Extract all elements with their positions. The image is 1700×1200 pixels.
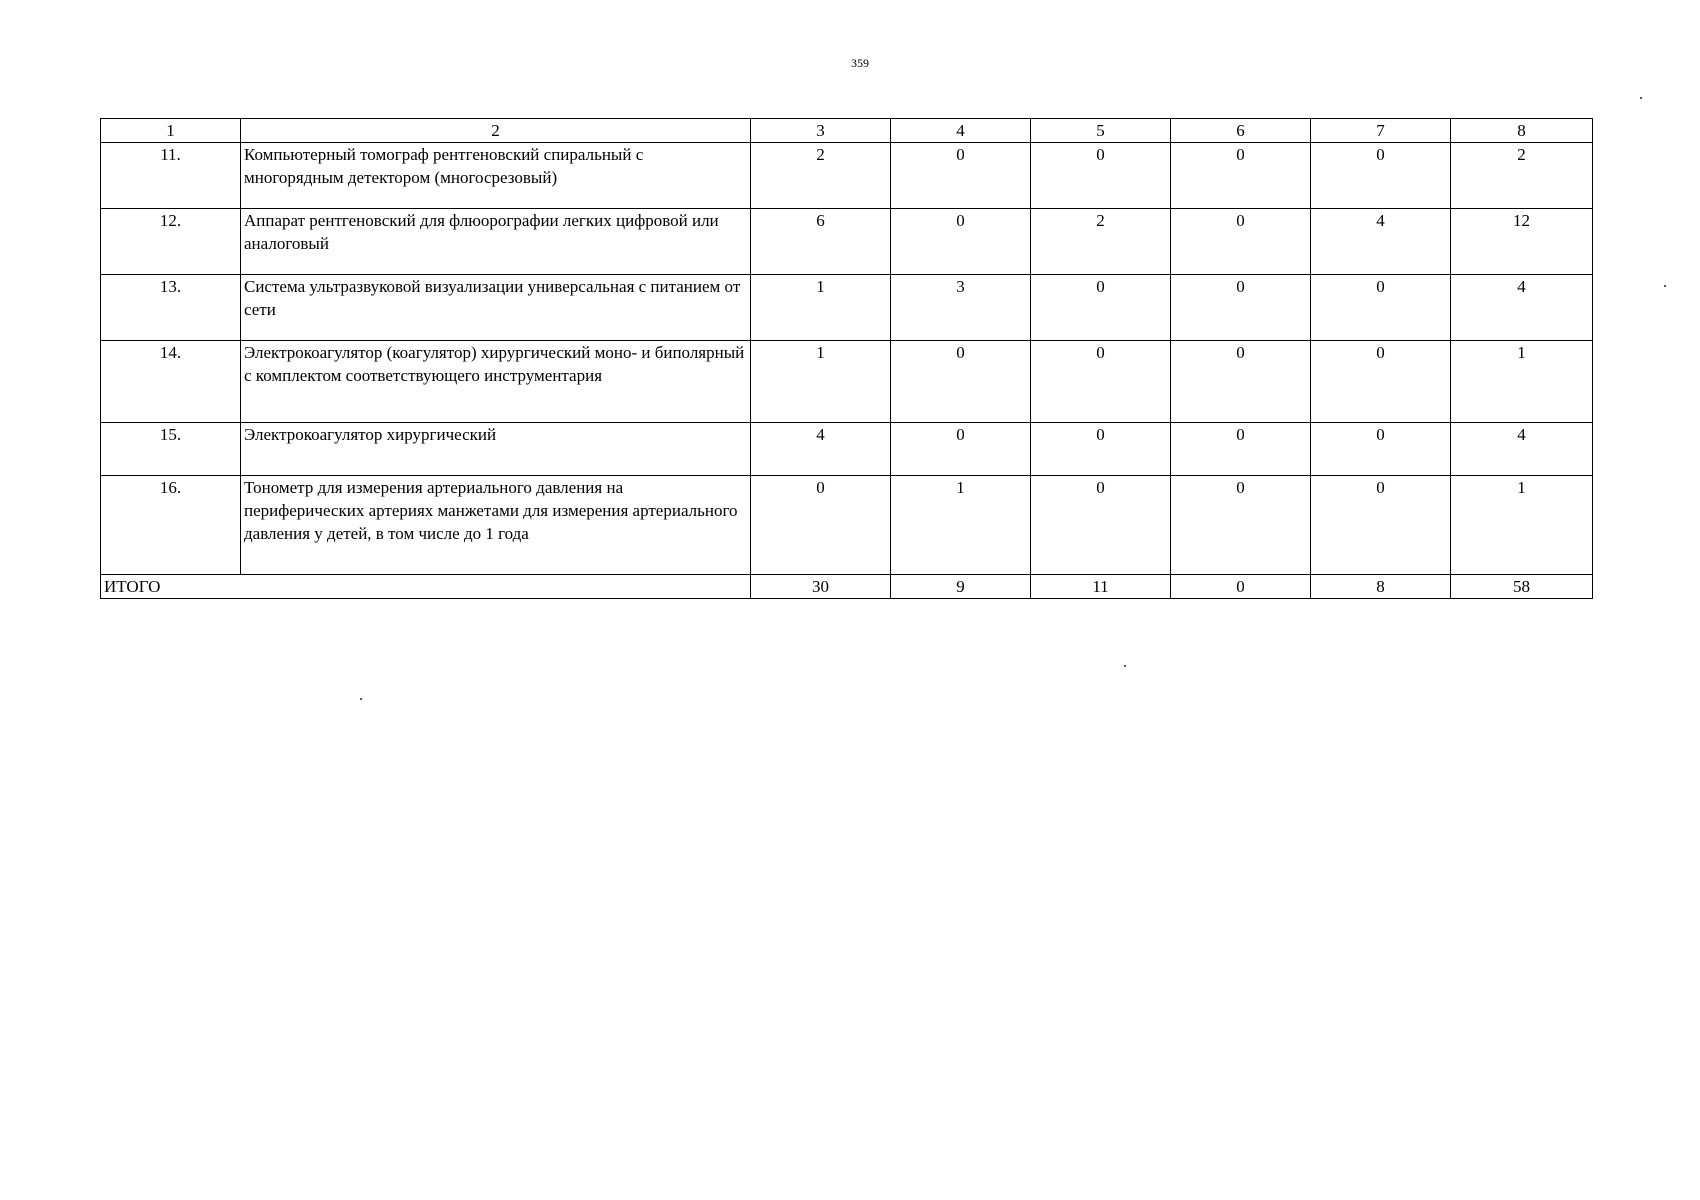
value-cell: 0 xyxy=(1171,275,1311,341)
value-cell: 1 xyxy=(751,341,891,423)
value-cell: 2 xyxy=(1031,209,1171,275)
row-number: 13. xyxy=(101,275,241,341)
row-number: 12. xyxy=(101,209,241,275)
row-number: 11. xyxy=(101,143,241,209)
value-cell: 0 xyxy=(891,143,1031,209)
value-cell: 0 xyxy=(751,476,891,575)
scan-speck xyxy=(360,698,362,700)
row-number: 16. xyxy=(101,476,241,575)
header-cell: 8 xyxy=(1451,119,1593,143)
value-cell: 0 xyxy=(891,209,1031,275)
value-cell: 0 xyxy=(1171,476,1311,575)
table-row xyxy=(101,423,1593,476)
value-cell: 0 xyxy=(891,423,1031,476)
value-cell: 4 xyxy=(1451,423,1593,476)
scan-speck xyxy=(1640,97,1642,99)
table-row xyxy=(101,143,1593,209)
value-cell: 0 xyxy=(1311,423,1451,476)
row-number: 15. xyxy=(101,423,241,476)
equipment-name: Компьютерный томограф рентгеновский спиральный с многорядным детектором (многосрезовый) xyxy=(241,143,751,209)
total-value: 11 xyxy=(1031,575,1171,599)
equipment-name: Электрокоагулятор хирургический xyxy=(241,423,751,476)
equipment-name: Аппарат рентгеновский для флюорографии легких цифровой или аналоговый xyxy=(241,209,751,275)
value-cell: 6 xyxy=(751,209,891,275)
header-cell: 1 xyxy=(101,119,241,143)
header-cell: 3 xyxy=(751,119,891,143)
page-number: 359 xyxy=(851,56,869,70)
equipment-name: Тонометр для измерения артериального давления на периферических артериях манжетами для измерения артериального давления у детей, в том числе до 1 года xyxy=(241,476,751,575)
value-cell: 3 xyxy=(891,275,1031,341)
value-cell: 0 xyxy=(1171,209,1311,275)
value-cell: 1 xyxy=(1451,341,1593,423)
header-row xyxy=(101,119,1593,143)
scan-speck xyxy=(1664,285,1666,287)
value-cell: 4 xyxy=(1311,209,1451,275)
value-cell: 0 xyxy=(1171,143,1311,209)
equipment-name: Электрокоагулятор (коагулятор) хирургический моно- и биполярный с комплектом соответствующего инструментария xyxy=(241,341,751,423)
value-cell: 0 xyxy=(1311,143,1451,209)
value-cell: 4 xyxy=(1451,275,1593,341)
value-cell: 0 xyxy=(1031,423,1171,476)
table-row xyxy=(101,275,1593,341)
total-value: 0 xyxy=(1171,575,1311,599)
header-cell: 5 xyxy=(1031,119,1171,143)
value-cell: 0 xyxy=(1031,143,1171,209)
value-cell: 1 xyxy=(1451,476,1593,575)
value-cell: 12 xyxy=(1451,209,1593,275)
total-value: 30 xyxy=(751,575,891,599)
value-cell: 0 xyxy=(1311,476,1451,575)
value-cell: 0 xyxy=(1311,341,1451,423)
value-cell: 0 xyxy=(1031,341,1171,423)
total-label: ИТОГО xyxy=(101,575,751,599)
total-value: 9 xyxy=(891,575,1031,599)
value-cell: 0 xyxy=(1171,341,1311,423)
scan-speck xyxy=(1124,665,1126,667)
header-cell: 7 xyxy=(1311,119,1451,143)
header-cell: 6 xyxy=(1171,119,1311,143)
header-cell: 2 xyxy=(241,119,751,143)
total-value: 8 xyxy=(1311,575,1451,599)
value-cell: 0 xyxy=(891,341,1031,423)
value-cell: 0 xyxy=(1311,275,1451,341)
table-row xyxy=(101,341,1593,423)
value-cell: 1 xyxy=(751,275,891,341)
total-row xyxy=(101,575,1593,599)
row-number: 14. xyxy=(101,341,241,423)
table-row xyxy=(101,209,1593,275)
value-cell: 1 xyxy=(891,476,1031,575)
total-value: 58 xyxy=(1451,575,1593,599)
value-cell: 2 xyxy=(1451,143,1593,209)
value-cell: 0 xyxy=(1171,423,1311,476)
equipment-table xyxy=(100,118,1593,599)
equipment-name: Система ультразвуковой визуализации универсальная с питанием от сети xyxy=(241,275,751,341)
value-cell: 0 xyxy=(1031,476,1171,575)
table-row xyxy=(101,476,1593,575)
value-cell: 0 xyxy=(1031,275,1171,341)
value-cell: 4 xyxy=(751,423,891,476)
header-cell: 4 xyxy=(891,119,1031,143)
value-cell: 2 xyxy=(751,143,891,209)
